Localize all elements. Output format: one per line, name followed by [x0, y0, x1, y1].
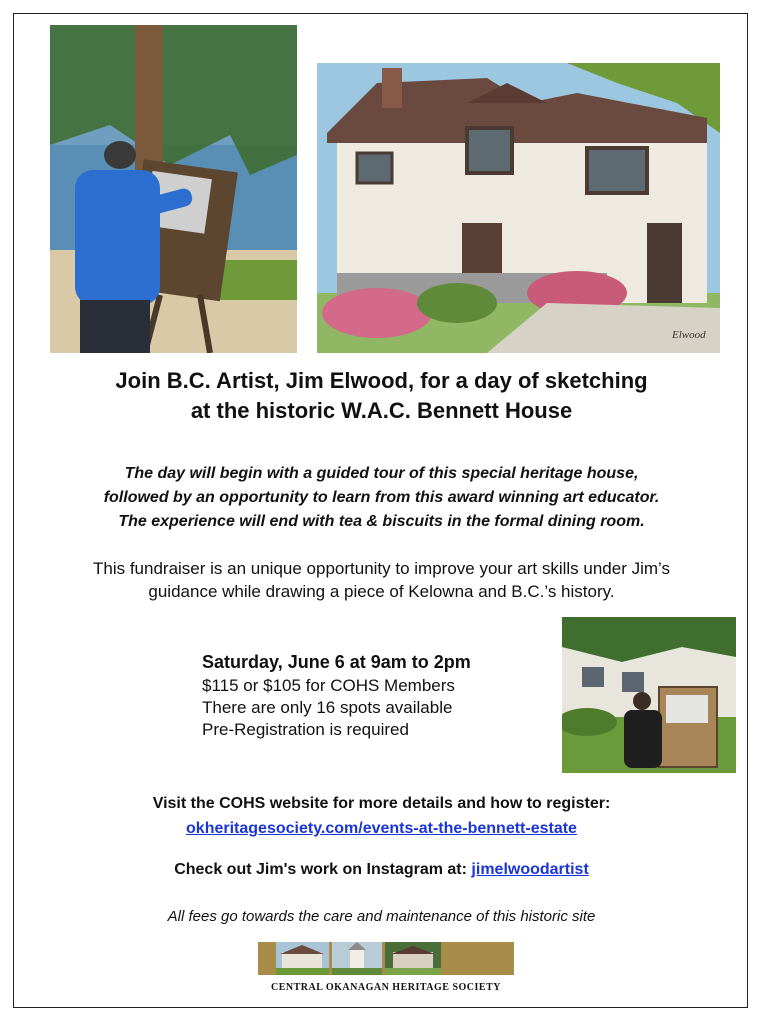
event-spots: There are only 16 spots available: [202, 698, 453, 717]
organization-name: CENTRAL OKANAGAN HERITAGE SOCIETY: [271, 982, 501, 993]
event-price: $115 or $105 for COHS Members: [202, 676, 455, 695]
event-intro: [20, 462, 743, 534]
logo-photo-1: [276, 942, 329, 975]
fundraiser-description: [20, 557, 743, 603]
bennett-house-painting: [317, 63, 720, 353]
intro-line-3: The experience will end with tea & biscuits in the formal dining room.: [118, 513, 645, 530]
intro-line-1: The day will begin with a guided tour of this special heritage house,: [124, 465, 639, 482]
instagram-text: Check out Jim's work on Instagram at:: [174, 861, 467, 878]
intro-line-2: followed by an opportunity to learn from this award winning art educator.: [103, 489, 660, 506]
event-registration-note: Pre-Registration is required: [202, 720, 409, 739]
fees-note: All fees go towards the care and maintenance of this historic site: [167, 908, 596, 925]
artist-at-easel-photo: [50, 25, 297, 353]
event-headline: [20, 366, 743, 426]
website-link[interactable]: okheritagesociety.com/events-at-the-bennett-estate: [186, 820, 577, 837]
logo-photo-2: [332, 942, 382, 975]
website-section: [20, 791, 743, 841]
fundraiser-line-2: guidance while drawing a piece of Kelowna and B.C.’s history.: [148, 582, 615, 601]
event-details: [202, 649, 471, 741]
logo-photo-3: [385, 942, 441, 975]
instagram-link[interactable]: jimelwoodartist: [471, 861, 589, 878]
event-date-time: Saturday, June 6 at 9am to 2pm: [202, 652, 471, 672]
svg-text:Elwood: Elwood: [672, 329, 706, 341]
website-instruction: Visit the COHS website for more details and how to register:: [152, 795, 611, 812]
headline-line-1: Join B.C. Artist, Jim Elwood, for a day of sketching: [115, 368, 648, 393]
headline-line-2: at the historic W.A.C. Bennett House: [190, 398, 573, 423]
artist-at-house-photo: [562, 617, 736, 773]
fundraiser-line-1: This fundraiser is an unique opportunity to improve your art skills under Jim’s: [92, 559, 670, 578]
instagram-section: [20, 861, 743, 879]
